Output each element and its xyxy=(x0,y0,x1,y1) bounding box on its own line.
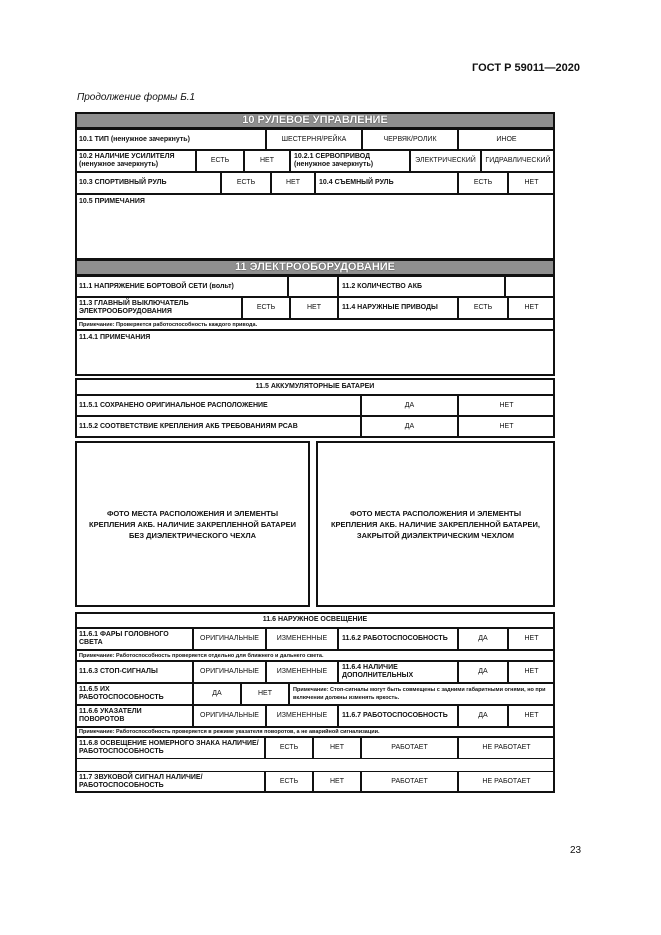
turn-signals-modified[interactable]: ИЗМЕНЕННЫЕ xyxy=(266,705,338,727)
power-steering-no[interactable]: НЕТ xyxy=(244,150,290,172)
power-steering-yes[interactable]: ЕСТЬ xyxy=(196,150,244,172)
removable-wheel-no[interactable]: НЕТ xyxy=(508,172,555,194)
horn-no[interactable]: НЕТ xyxy=(313,771,361,793)
stop-work-label: 11.6.5 ИХ РАБОТОСПОСОБНОСТЬ xyxy=(75,683,193,705)
additional-lights-label: 11.6.4 НАЛИЧИЕ ДОПОЛНИТЕЛЬНЫХ xyxy=(338,661,458,683)
headlights-original[interactable]: ОРИГИНАЛЬНЫЕ xyxy=(193,628,266,650)
steering-type-label: 10.1 ТИП (ненужное зачеркнуть) xyxy=(75,129,266,150)
main-switch-yes[interactable]: ЕСТЬ xyxy=(242,297,290,319)
servo-label: 10.2.1 СЕРВОПРИВОД (ненужное зачеркнуть) xyxy=(290,150,410,172)
horn-not-works[interactable]: НЕ РАБОТАЕТ xyxy=(458,771,555,793)
standard-code: ГОСТ Р 59011—2020 xyxy=(472,62,580,74)
servo-hydraulic[interactable]: ГИДРАВЛИЧЕСКИЙ xyxy=(481,150,555,172)
battery-orig-yes[interactable]: ДА xyxy=(361,395,458,416)
sport-wheel-no[interactable]: НЕТ xyxy=(271,172,315,194)
removable-wheel-yes[interactable]: ЕСТЬ xyxy=(458,172,508,194)
battery-photo-placeholder-uncovered[interactable] xyxy=(75,441,310,607)
horn-works[interactable]: РАБОТАЕТ xyxy=(361,771,458,793)
headlights-yes[interactable]: ДА xyxy=(458,628,508,650)
battery-mount-yes[interactable]: ДА xyxy=(361,416,458,438)
form-subtitle: Продолжение формы Б.1 xyxy=(77,92,196,103)
stop-work-yes[interactable]: ДА xyxy=(193,683,241,705)
additional-lights-no[interactable]: НЕТ xyxy=(508,661,555,683)
headlights-modified[interactable]: ИЗМЕНЕННЫЕ xyxy=(266,628,338,650)
ext-drives-no[interactable]: НЕТ xyxy=(508,297,555,319)
stop-lights-original[interactable]: ОРИГИНАЛЬНЫЕ xyxy=(193,661,266,683)
steering-notes-field[interactable]: 10.5 ПРИМЕЧАНИЯ xyxy=(75,194,555,260)
steering-type-worm[interactable]: ЧЕРВЯК/РОЛИК xyxy=(362,129,458,150)
turn-work-label: 11.6.7 РАБОТОСПОСОБНОСТЬ xyxy=(338,705,458,727)
servo-electric[interactable]: ЭЛЕКТРИЧЕСКИЙ xyxy=(410,150,481,172)
steering-type-other[interactable]: ИНОЕ xyxy=(458,129,555,150)
horn-yes[interactable]: ЕСТЬ xyxy=(265,771,313,793)
stop-lights-modified[interactable]: ИЗМЕНЕННЫЕ xyxy=(266,661,338,683)
lighting-title: 11.6 НАРУЖНОЕ ОСВЕЩЕНИЕ xyxy=(75,612,555,628)
stop-lights-note: Примечание: Стоп-сигналы могут быть совмещены с задними габаритными огнями, но при включении должны изменять яркость. xyxy=(289,683,555,705)
ext-drives-yes[interactable]: ЕСТЬ xyxy=(458,297,508,319)
battery-orig-no[interactable]: НЕТ xyxy=(458,395,555,416)
battery-count-field[interactable] xyxy=(505,276,555,297)
turn-signals-label: 11.6.6 УКАЗАТЕЛИ ПОВОРОТОВ xyxy=(75,705,193,727)
power-steering-label: 10.2 НАЛИЧИЕ УСИЛИТЕЛЯ (ненужное зачеркнуть) xyxy=(75,150,196,172)
section-11-title: 11 ЭЛЕКТРООБОРУДОВАНИЕ xyxy=(75,259,555,276)
sport-wheel-label: 10.3 СПОРТИВНЫЙ РУЛЬ xyxy=(75,172,221,194)
turn-work-no[interactable]: НЕТ xyxy=(508,705,555,727)
voltage-label: 11.1 НАПРЯЖЕНИЕ БОРТОВОЙ СЕТИ (вольт) xyxy=(75,276,288,297)
battery-orig-label: 11.5.1 СОХРАНЕНО ОРИГИНАЛЬНОЕ РАСПОЛОЖЕНИЕ xyxy=(75,395,361,416)
main-switch-no[interactable]: НЕТ xyxy=(290,297,338,319)
headlights-no[interactable]: НЕТ xyxy=(508,628,555,650)
plate-light-label: 11.6.8 ОСВЕЩЕНИЕ НОМЕРНОГО ЗНАКА НАЛИЧИЕ/РАБОТОСПОСОБНОСТЬ xyxy=(75,737,265,759)
ext-drives-label: 11.4 НАРУЖНЫЕ ПРИВОДЫ xyxy=(338,297,458,319)
sport-wheel-yes[interactable]: ЕСТЬ xyxy=(221,172,271,194)
turn-signals-original[interactable]: ОРИГИНАЛЬНЫЕ xyxy=(193,705,266,727)
steering-type-rack[interactable]: ШЕСТЕРНЯ/РЕЙКА xyxy=(266,129,362,150)
photo-caption-uncovered: ФОТО МЕСТА РАСПОЛОЖЕНИЯ И ЭЛЕМЕНТЫ КРЕПЛЕНИЯ АКБ. НАЛИЧИЕ ЗАКРЕПЛЕННОЙ БАТАРЕИ БЕЗ ДИЭЛЕКТРИЧЕСКОГО ЧЕХЛА xyxy=(89,508,296,540)
plate-light-no[interactable]: НЕТ xyxy=(313,737,361,759)
voltage-field[interactable] xyxy=(288,276,338,297)
plate-light-not-works[interactable]: НЕ РАБОТАЕТ xyxy=(458,737,555,759)
battery-mount-no[interactable]: НЕТ xyxy=(458,416,555,438)
drives-note: Примечание: Проверяется работоспособность каждого привода. xyxy=(75,319,555,330)
stop-lights-label: 11.6.3 СТОП-СИГНАЛЫ xyxy=(75,661,193,683)
turn-signals-note: Примечание: Работоспособность проверяется в режиме указателя поворотов, а не аварийной сигнализации. xyxy=(75,727,555,737)
plate-light-yes[interactable]: ЕСТЬ xyxy=(265,737,313,759)
photo-caption-covered: ФОТО МЕСТА РАСПОЛОЖЕНИЯ И ЭЛЕМЕНТЫ КРЕПЛЕНИЯ АКБ. НАЛИЧИЕ ЗАКРЕПЛЕННОЙ БАТАРЕИ, ЗАКРЫТОЙ ДИЭЛЕКТРИЧЕСКИМ ЧЕХЛОМ xyxy=(330,508,541,540)
battery-mount-label: 11.5.2 СООТВЕТСТВИЕ КРЕПЛЕНИЯ АКБ ТРЕБОВАНИЯМ РСАВ xyxy=(75,416,361,438)
headlights-work-label: 11.6.2 РАБОТОСПОСОБНОСТЬ xyxy=(338,628,458,650)
plate-light-works[interactable]: РАБОТАЕТ xyxy=(361,737,458,759)
battery-count-label: 11.2 КОЛИЧЕСТВО АКБ xyxy=(338,276,505,297)
horn-label: 11.7 ЗВУКОВОЙ СИГНАЛ НАЛИЧИЕ/ РАБОТОСПОСОБНОСТЬ xyxy=(75,771,265,793)
removable-wheel-label: 10.4 СЪЕМНЫЙ РУЛЬ xyxy=(315,172,458,194)
section-10-title: 10 РУЛЕВОЕ УПРАВЛЕНИЕ xyxy=(75,112,555,129)
headlights-label: 11.6.1 ФАРЫ ГОЛОВНОГО СВЕТА xyxy=(75,628,193,650)
stop-work-no[interactable]: НЕТ xyxy=(241,683,289,705)
battery-photo-placeholder-covered[interactable] xyxy=(316,441,555,607)
battery-title: 11.5 АККУМУЛЯТОРНЫЕ БАТАРЕИ xyxy=(75,378,555,395)
electrical-notes-field[interactable]: 11.4.1 ПРИМЕЧАНИЯ xyxy=(75,330,555,376)
additional-lights-yes[interactable]: ДА xyxy=(458,661,508,683)
headlights-note: Примечание: Работоспособность проверяется отдельно для ближнего и дальнего света. xyxy=(75,650,555,661)
page-number: 23 xyxy=(570,845,582,856)
main-switch-label: 11.3 ГЛАВНЫЙ ВЫКЛЮЧАТЕЛЬ ЭЛЕКТРООБОРУДОВАНИЯ xyxy=(75,297,242,319)
turn-work-yes[interactable]: ДА xyxy=(458,705,508,727)
